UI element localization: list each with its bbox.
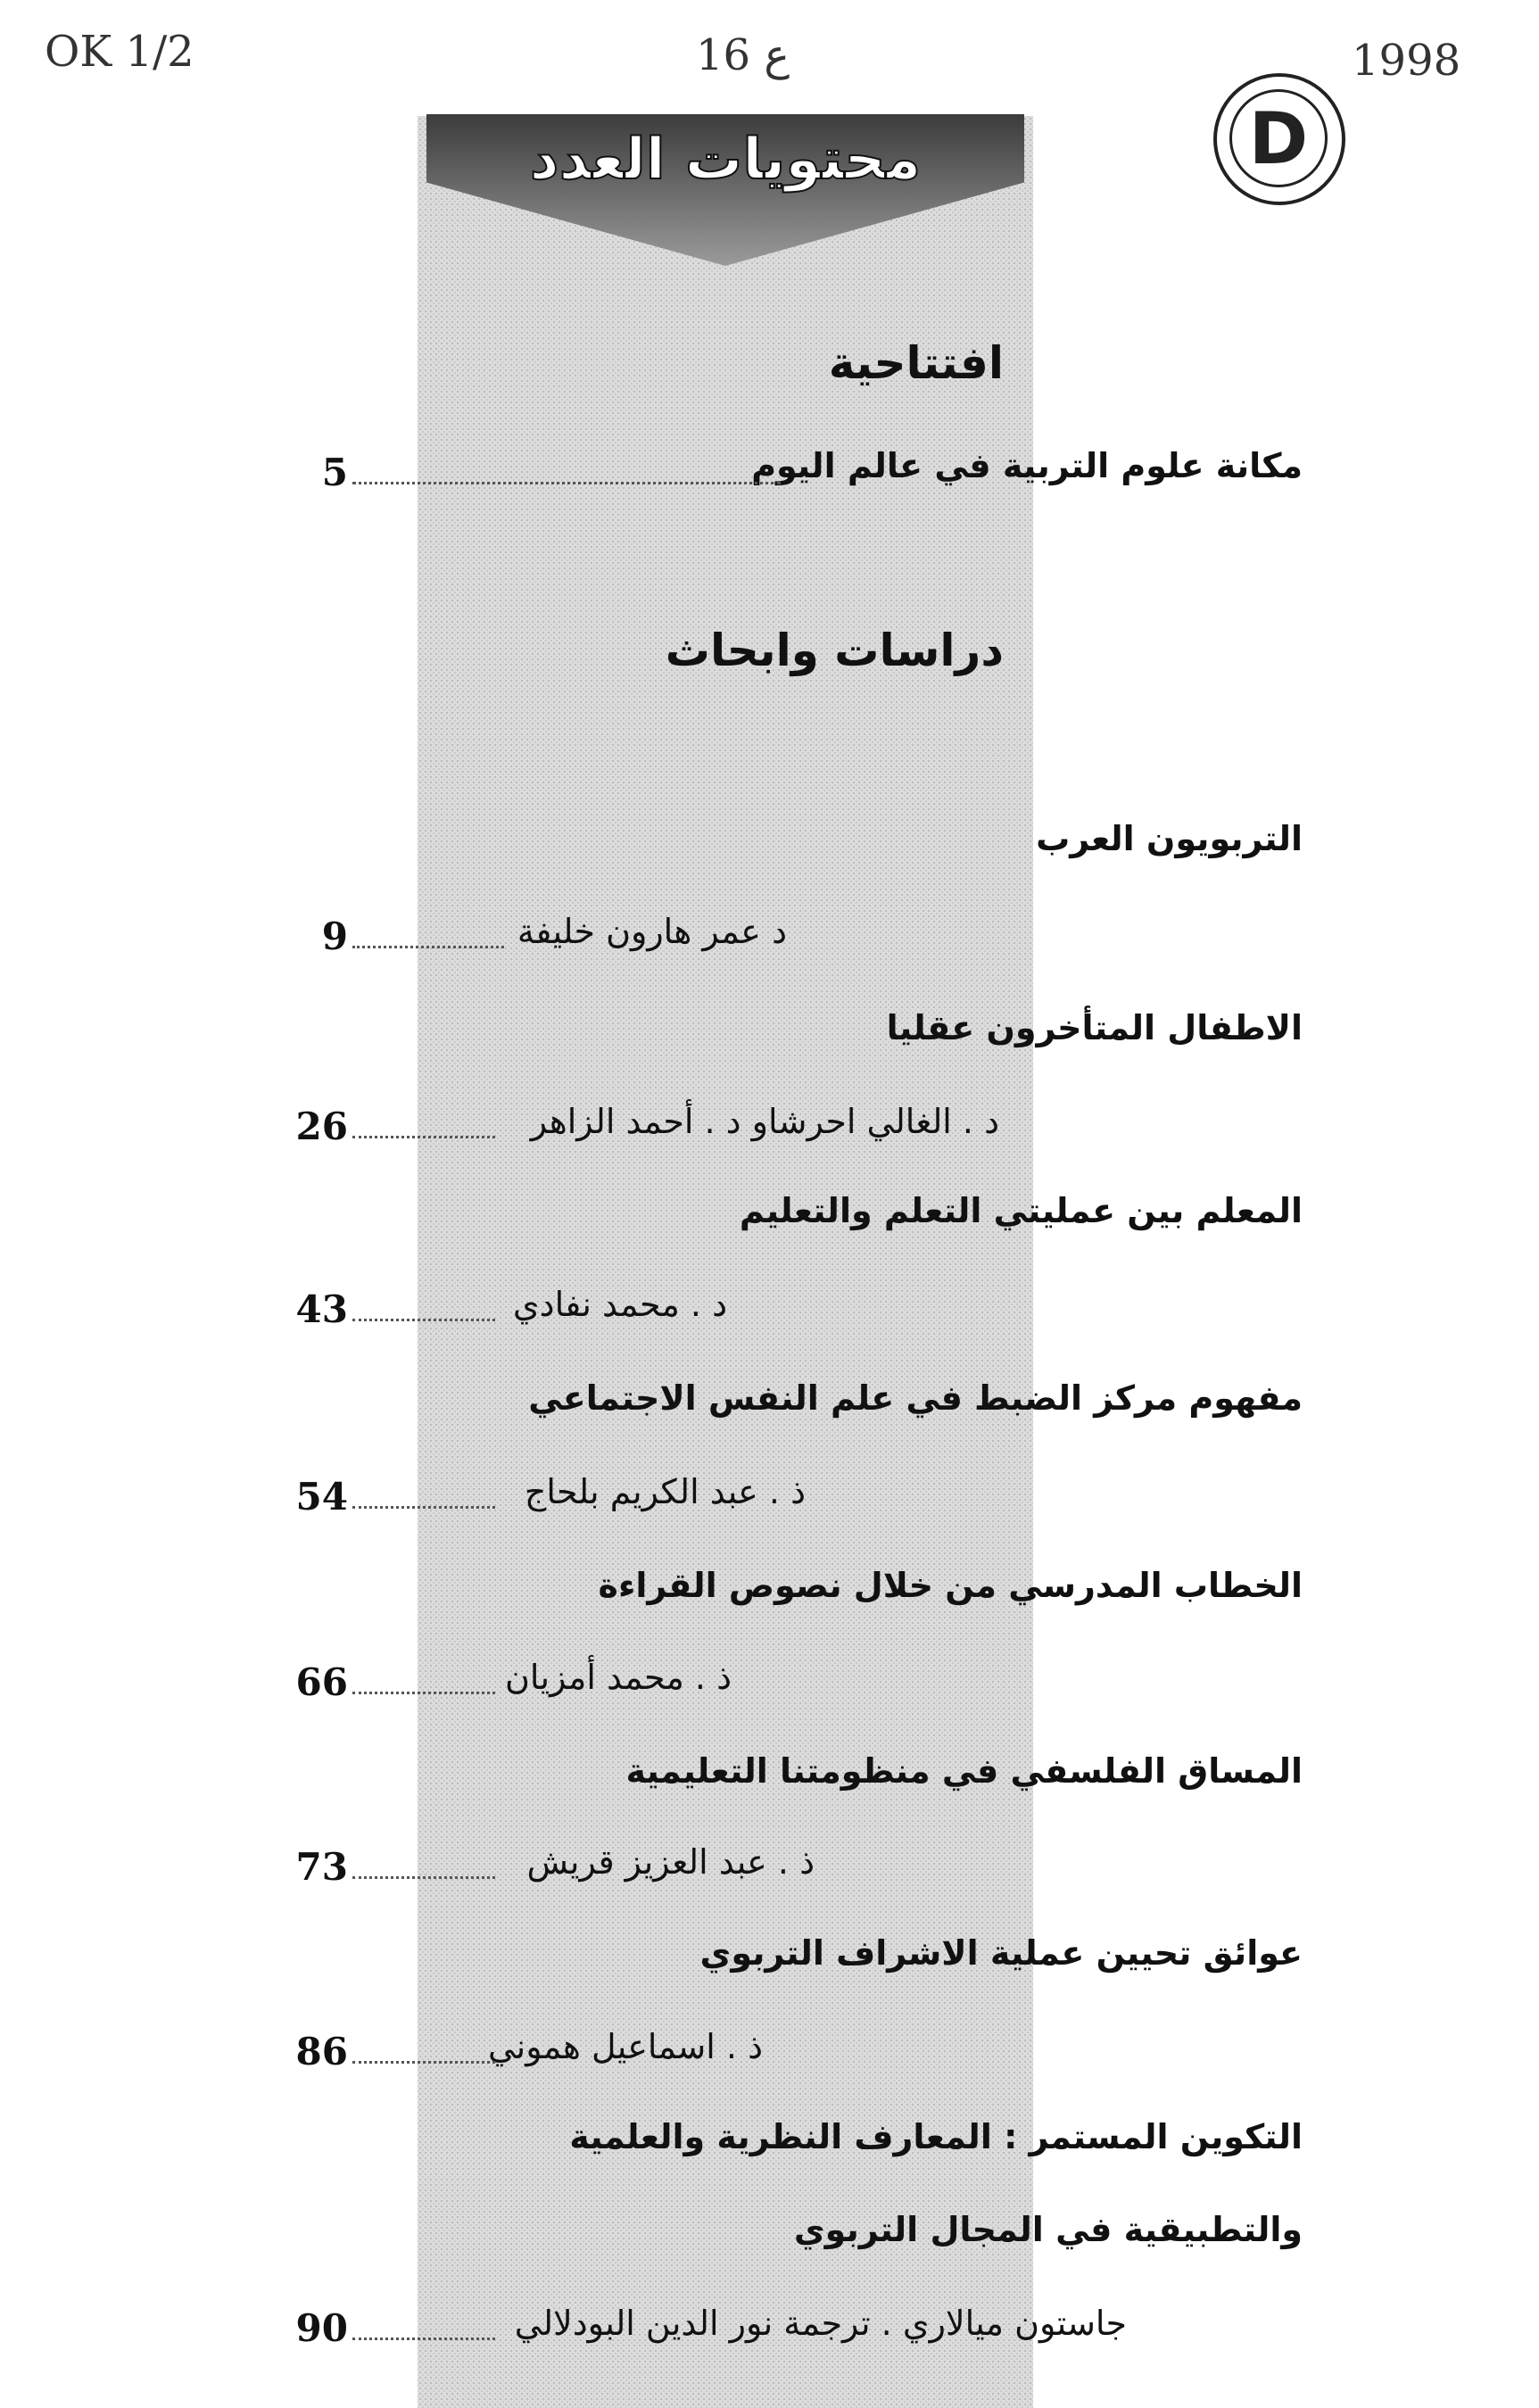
page-title: محتويات العدد	[529, 127, 922, 193]
leader-dots	[352, 2061, 495, 2064]
toc-page-number[interactable]: 90	[295, 2306, 348, 2350]
stamp-letter: D	[1229, 89, 1328, 187]
toc-page-number[interactable]: 9	[321, 914, 348, 958]
handwritten-note-left: OK 1/2	[45, 27, 194, 77]
toc-entry-title[interactable]: الخطاب المدرسي من خلال نصوص القراءة	[598, 1566, 1303, 1605]
handwritten-note-center: 16 ع	[696, 30, 790, 80]
leader-dots	[352, 1506, 495, 1509]
toc-entry-title[interactable]: الاطفال المتأخرون عقليا	[886, 1008, 1303, 1047]
toc-page-number[interactable]: 66	[295, 1660, 348, 1704]
section-heading-editorial: افتتاحية	[828, 337, 1004, 389]
toc-entry-author: د عمر هارون خليفة	[517, 912, 787, 951]
leader-dots	[352, 1136, 495, 1138]
toc-entry-author: ذ . عبد الكريم بلحاج	[524, 1472, 806, 1511]
leader-dots	[352, 2338, 495, 2340]
section-heading-studies: دراسات وابحاث	[665, 625, 1004, 676]
leader-dots	[352, 946, 504, 948]
toc-entry-author: د . محمد نفادي	[512, 1285, 727, 1324]
toc-entry-title[interactable]: المساق الفلسفي في منظومتنا التعليمية	[625, 1751, 1303, 1791]
toc-entry-author: ذ . محمد أمزيان	[505, 1658, 732, 1697]
toc-entry-author: ذ . اسماعيل هموني	[488, 2027, 763, 2066]
toc-entry-title[interactable]: عوائق تحيين عملية الاشراف التربوي	[699, 1933, 1303, 1973]
leader-dots	[352, 1692, 495, 1694]
toc-entry-author: جاستون ميالاري . ترجمة نور الدين البودلالي	[514, 2304, 1127, 2343]
toc-page-number[interactable]: 54	[295, 1475, 348, 1518]
leader-dots	[352, 1876, 495, 1879]
toc-entry-author: د . الغالي احرشاو د . أحمد الزاهر	[530, 1102, 999, 1141]
toc-page-number[interactable]: 86	[295, 2030, 348, 2073]
toc-entry-title[interactable]: مكانة علوم التربية في عالم اليوم	[751, 446, 1303, 485]
toc-page-number[interactable]: 5	[321, 451, 348, 494]
toc-entry-title[interactable]: مفهوم مركز الضبط في علم النفس الاجتماعي	[528, 1378, 1303, 1418]
toc-page-number[interactable]: 26	[295, 1105, 348, 1148]
toc-entry-title[interactable]: التربويون العرب	[1036, 819, 1303, 858]
toc-entry-title[interactable]: التكوين المستمر : المعارف النظرية والعلمية	[569, 2117, 1303, 2156]
toc-page-number[interactable]: 73	[295, 1845, 348, 1889]
handwritten-year: 1998	[1352, 36, 1461, 86]
leader-dots	[352, 1319, 495, 1321]
toc-entry-title-continued[interactable]: والتطبيقية في المجال التربوي	[793, 2210, 1303, 2249]
toc-entry-author: ذ . عبد العزيز قريش	[526, 1842, 815, 1882]
toc-entry-title[interactable]: المعلم بين عمليتي التعلم والتعليم	[739, 1191, 1303, 1230]
toc-page-number[interactable]: 43	[295, 1287, 348, 1331]
leader-dots	[352, 482, 781, 484]
